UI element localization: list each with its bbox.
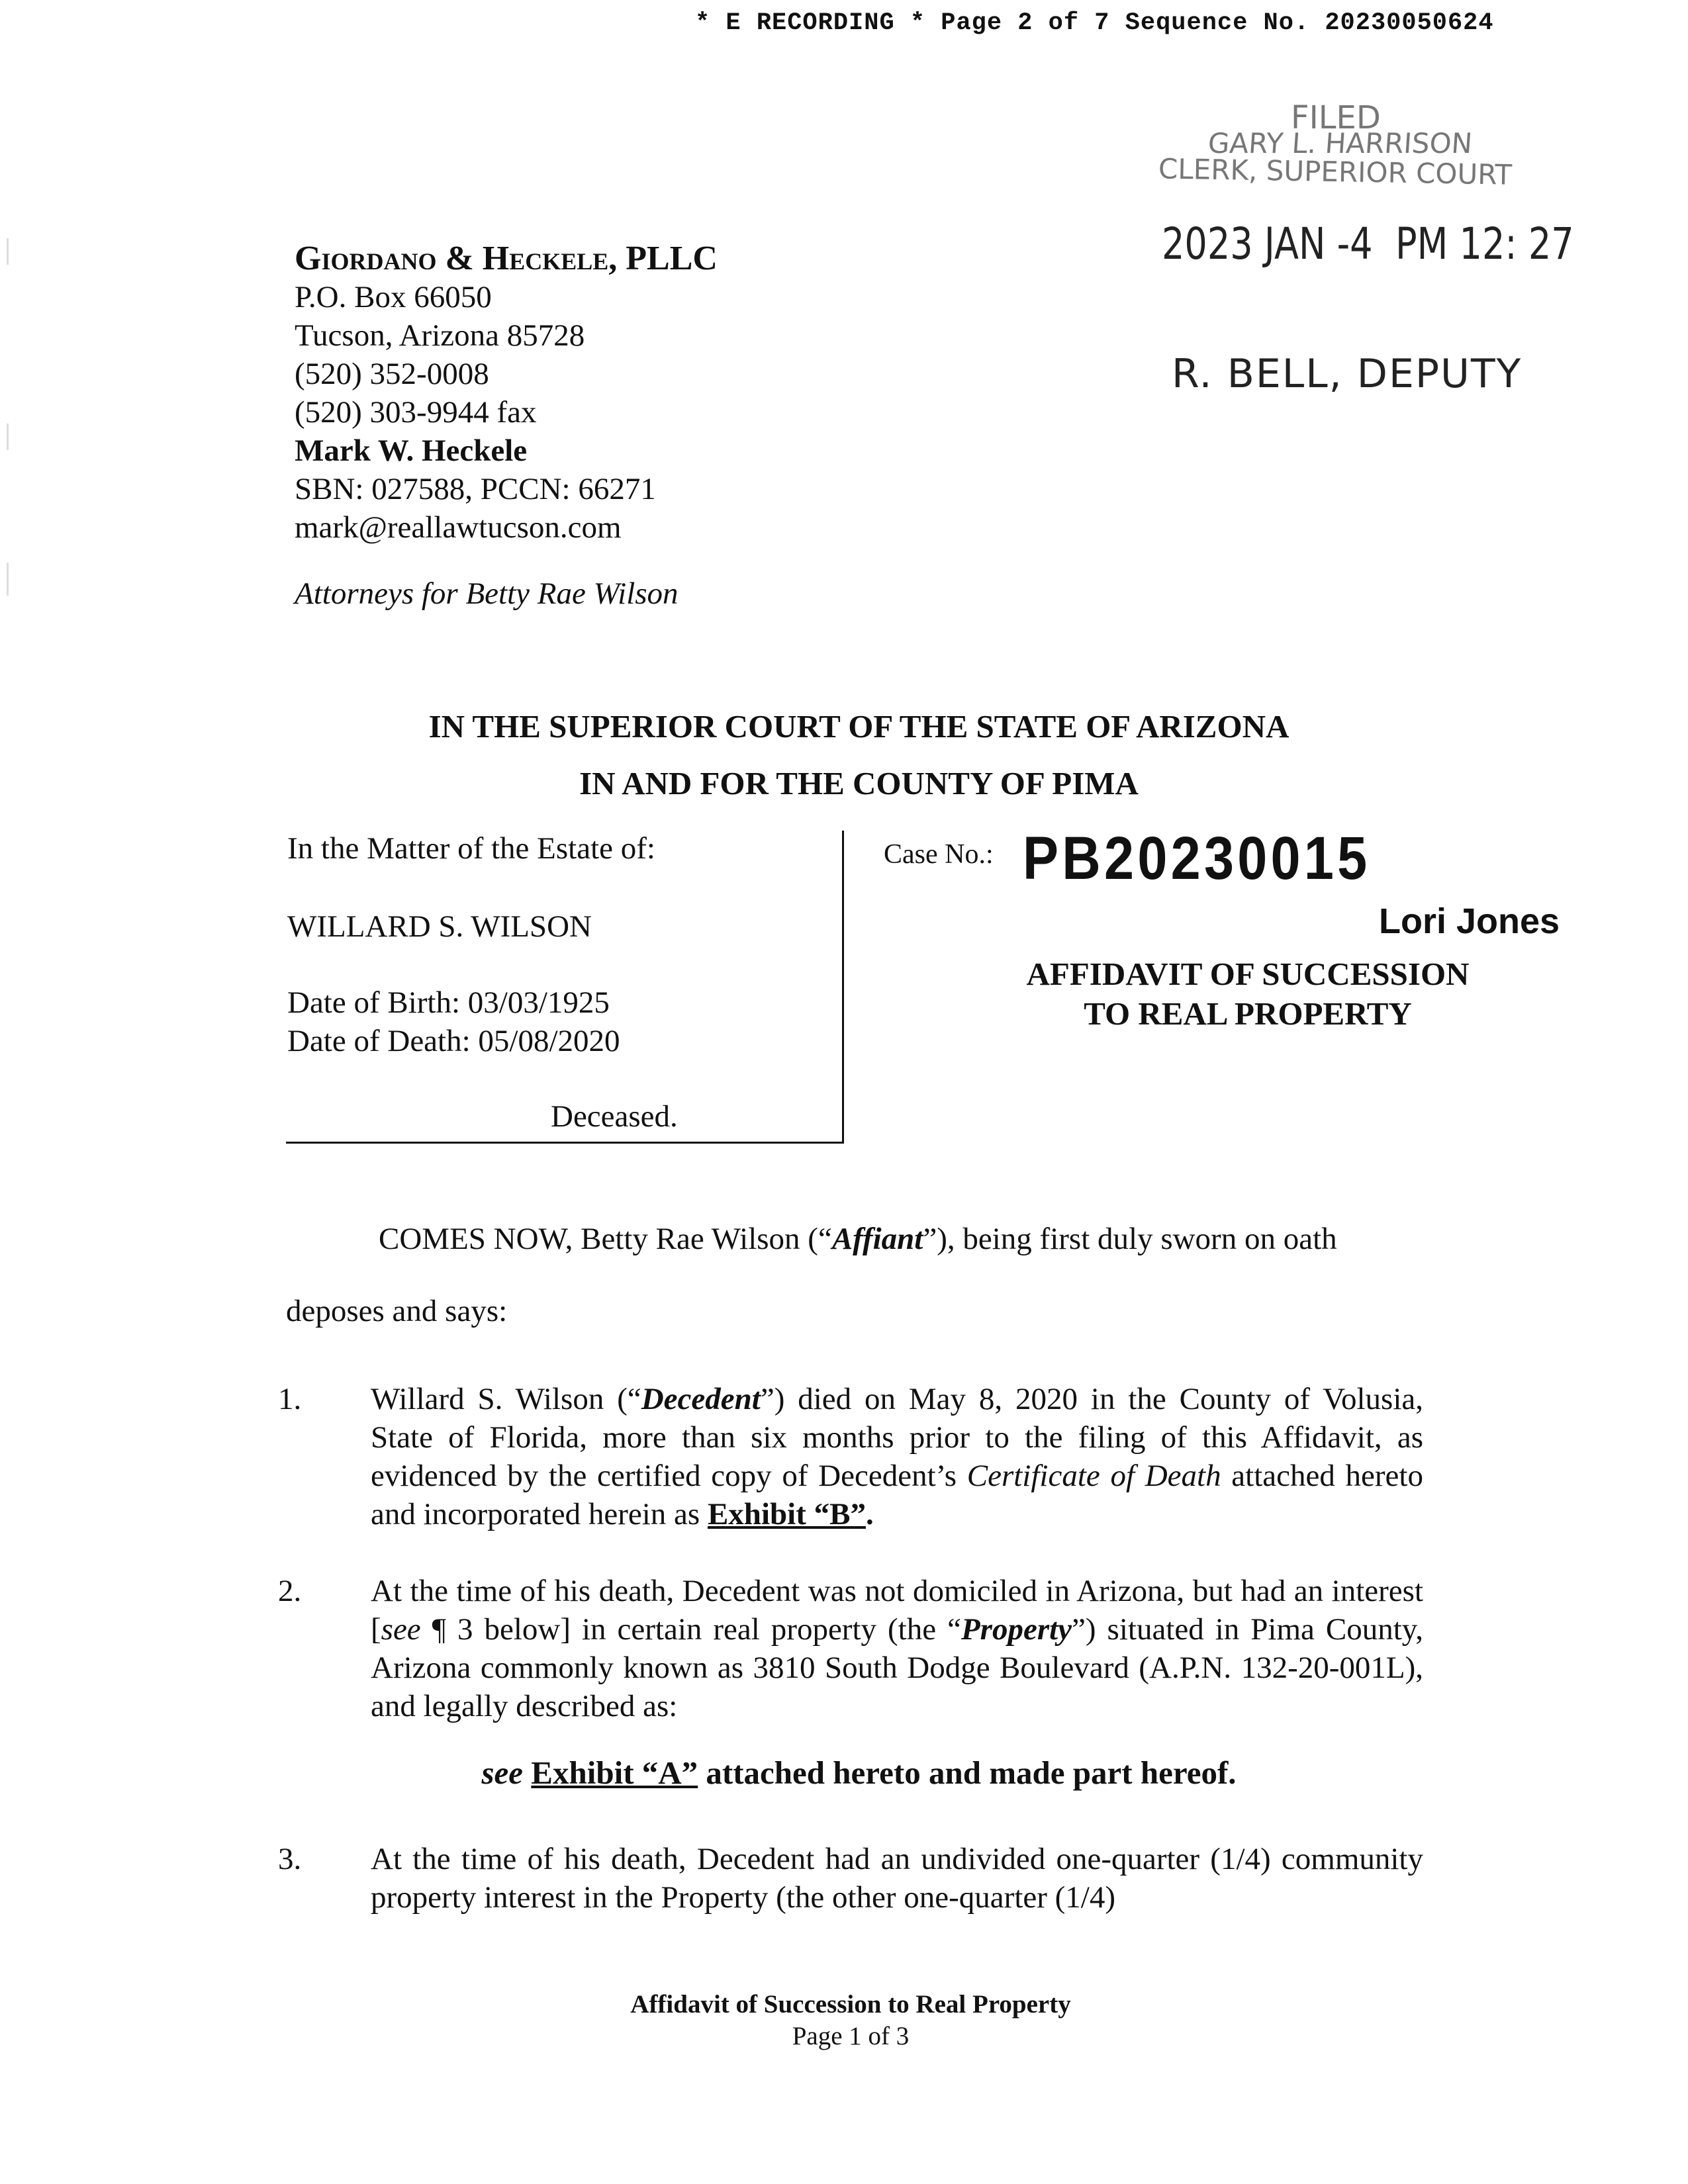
p1-term-decedent: Decedent: [641, 1382, 761, 1416]
paragraph-number: 2.: [278, 1574, 302, 1608]
court-heading-line2: IN AND FOR THE COUNTY OF PIMA: [579, 765, 1139, 801]
paragraph-text: [371, 1380, 1423, 1533]
caption-left-box: [286, 831, 844, 1144]
caption-decedent-name: WILLARD S. WILSON: [287, 909, 592, 944]
scan-margin-mark: [7, 563, 9, 596]
paragraph-text: [371, 1572, 1423, 1725]
p2-term-property: Property: [961, 1612, 1072, 1647]
filed-stamp: [1152, 99, 1513, 218]
firm-fax: (520) 303-9944 fax: [295, 395, 537, 430]
caption-date-of-death: Date of Death: 05/08/2020: [287, 1024, 620, 1058]
firm-address-line1: P.O. Box 66050: [295, 280, 492, 314]
page-footer: [0, 1989, 1688, 2052]
exhibit-a: Exhibit “A”: [531, 1754, 698, 1791]
caption-date-of-birth: Date of Birth: 03/03/1925: [287, 985, 610, 1020]
p1-text-d: .: [865, 1497, 874, 1531]
scan-margin-mark: [7, 424, 9, 450]
case-number: PB20230015: [1023, 825, 1371, 892]
attorney-email: mark@reallawtucson.com: [295, 510, 622, 545]
intro-paragraph: [286, 1221, 1425, 1329]
filed-stamp-date: 2023 JAN -4 PM 12: 27: [1162, 218, 1574, 269]
case-number-label: Case No.:: [884, 839, 994, 870]
filed-stamp-clerk-name: GARY L. HARRISON: [1207, 127, 1474, 159]
paragraph-number: 3.: [278, 1842, 302, 1876]
firm-name: Giordano & Heckele, PLLC: [295, 240, 718, 277]
p2-text-a: At the time of his death, Decedent was not domiciled in Arizona, but had an interest [: [371, 1574, 1423, 1647]
p1-text-b: ”) died on May 8, 2020 in the County of Volusia, State of Florida, more than six months prior to the filing of this Affidavit, as evidenced by the certified copy of Decedent’s: [371, 1382, 1423, 1493]
p2-text-b: ¶ 3 below] in certain real property (the “: [420, 1612, 961, 1647]
p2-text-c: ”) situated in Pima County, Arizona commonly known as 3810 South Dodge Boulevard (A.P.N. 132-20-001L), and legally described as:: [371, 1612, 1423, 1723]
intro-line1: [286, 1221, 1425, 1257]
caption-status: Deceased.: [551, 1099, 678, 1134]
document-title-line2: TO REAL PROPERTY: [1084, 995, 1412, 1032]
attorneys-for: Attorneys for Betty Rae Wilson: [295, 576, 679, 611]
firm-address-line2: Tucson, Arizona 85728: [295, 318, 585, 353]
p1-text-a: Willard S. Wilson (“: [371, 1382, 641, 1416]
attorney-name: Mark W. Heckele: [295, 433, 528, 468]
see-exhibit-rest: attached hereto and made part hereof.: [698, 1754, 1237, 1791]
assigned-judge: Lori Jones: [1379, 901, 1560, 941]
intro-text-a: COMES NOW, Betty Rae Wilson (“: [379, 1222, 832, 1256]
paragraph-text: At the time of his death, Decedent had an undivided one-quarter (1/4) community property interest in the Property (the other one-quarter (1/4): [371, 1842, 1423, 1915]
firm-phone: (520) 352-0008: [295, 357, 489, 391]
paragraph-number: 1.: [278, 1382, 302, 1416]
see-exhibit-a-line: [0, 1754, 1688, 1792]
scan-margin-mark: [7, 238, 9, 265]
intro-text-b: ”), being first duly sworn on oath: [923, 1222, 1337, 1256]
intro-line2: deposes and says:: [286, 1294, 508, 1328]
court-heading-line1: IN THE SUPERIOR COURT OF THE STATE OF ARIZONA: [428, 708, 1289, 745]
see-word: see: [481, 1754, 524, 1791]
document-title-line1: AFFIDAVIT OF SUCCESSION: [1026, 956, 1470, 992]
p1-certificate-of-death: Certificate of Death: [966, 1459, 1221, 1493]
footer-page-number: Page 1 of 3: [792, 2022, 910, 2050]
intro-term-affiant: Affiant: [831, 1222, 923, 1256]
filed-stamp-clerk-title: CLERK, SUPERIOR COURT: [1158, 152, 1513, 191]
recording-header: * E RECORDING * Page 2 of 7 Sequence No. 20230050624: [695, 9, 1494, 37]
filed-stamp-deputy: R. BELL, DEPUTY: [1172, 351, 1523, 397]
footer-title: Affidavit of Succession to Real Property: [630, 1990, 1071, 2019]
p1-exhibit-b: Exhibit “B”: [707, 1497, 866, 1531]
attorney-bar-numbers: SBN: 027588, PCCN: 66271: [295, 472, 656, 506]
attorney-block: [295, 240, 718, 613]
document-title: [884, 954, 1612, 1034]
court-heading: [0, 698, 1688, 812]
p1-text-c: attached hereto and incorporated herein as: [371, 1459, 1423, 1531]
p2-see: see: [381, 1612, 421, 1647]
filed-stamp-line1: FILED: [1291, 99, 1381, 136]
caption-matter: In the Matter of the Estate of:: [287, 831, 655, 866]
